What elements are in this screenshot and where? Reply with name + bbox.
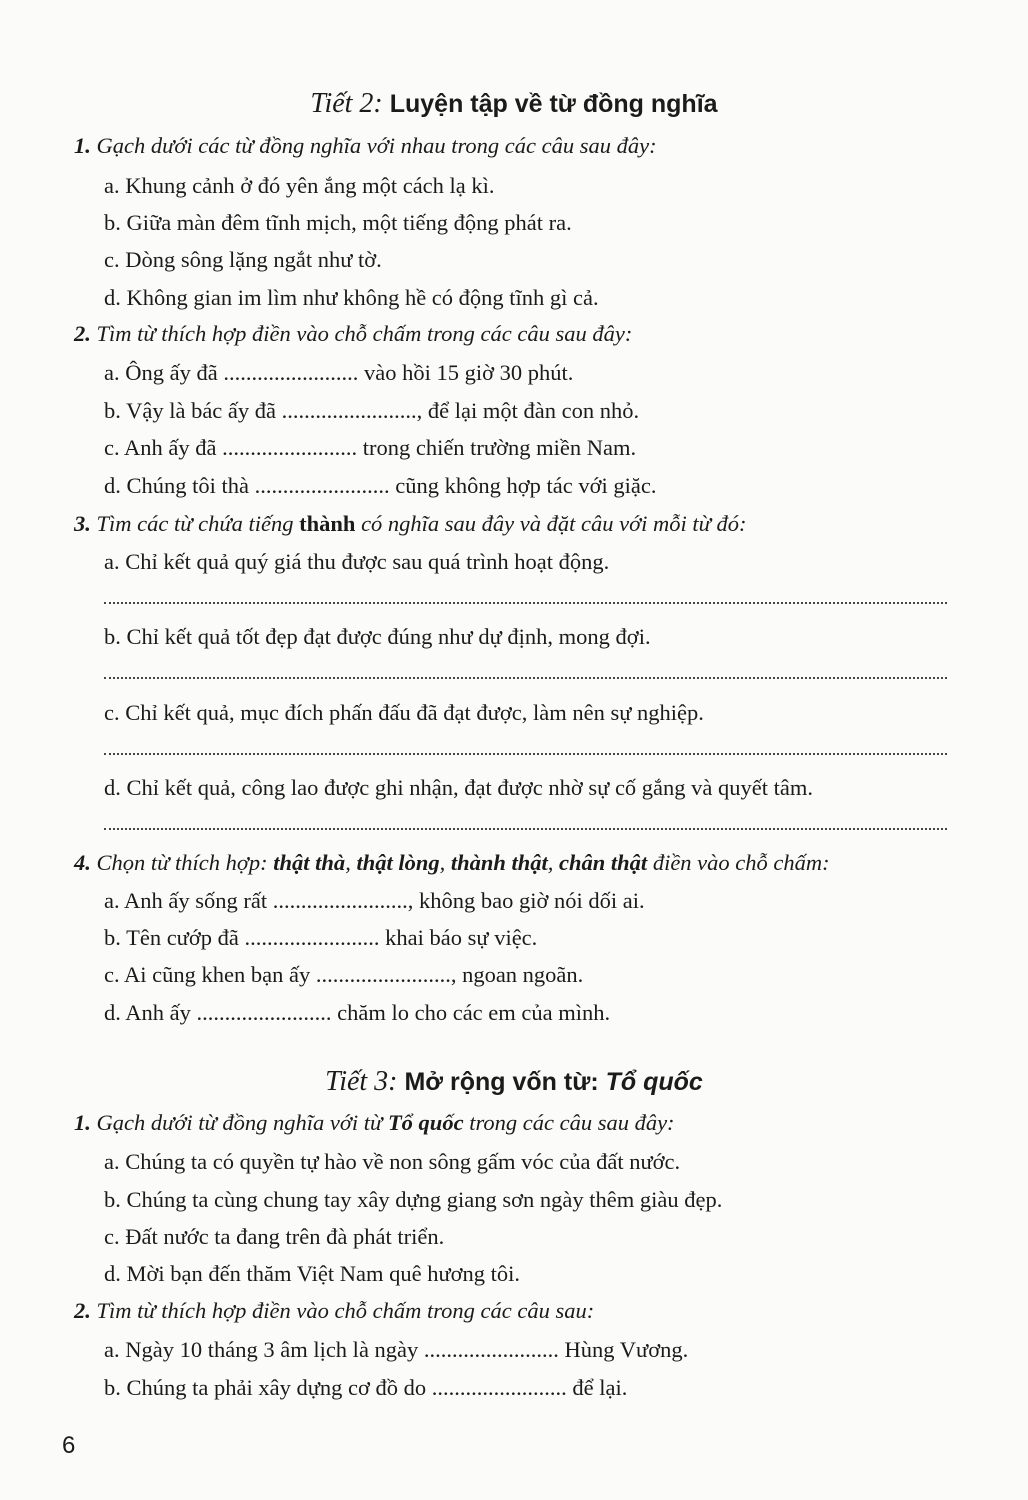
section-2-heading: Luyện tập về từ đồng nghĩa	[389, 90, 718, 118]
choice-word: thành thật	[450, 850, 548, 875]
question-text-before: Chọn từ thích hợp:	[96, 850, 274, 875]
question-text: Gạch dưới các từ đồng nghĩa với nhau trong các câu sau đây:	[96, 133, 657, 158]
question-text-after: điền vào chỗ chấm:	[647, 850, 830, 875]
s2-q3-item-a: a. Chỉ kết quả quý giá thu được sau quá trình hoạt động.	[104, 549, 610, 574]
s3-q1-item-c: c. Đất nước ta đang trên đà phát triển.	[104, 1224, 445, 1249]
s2-q4-item-c: c. Ai cũng khen bạn ấy ........................, ngoan ngoãn.	[104, 962, 584, 987]
s2-question-4	[74, 849, 830, 877]
s2-q2-item-b: b. Vậy là bác ấy đã ........................, để lại một đàn con nhỏ.	[104, 398, 640, 423]
question-text-after: trong các câu sau đây:	[463, 1110, 675, 1135]
choice-word: chân thật	[559, 850, 648, 875]
s2-q1-item-b: b. Giữa màn đêm tĩnh mịch, một tiếng động phát ra.	[104, 210, 572, 235]
s2-q4-item-b: b. Tên cướp đã ........................ khai báo sự việc.	[104, 925, 538, 950]
s2-q1-item-c: c. Dòng sông lặng ngắt như tờ.	[104, 247, 382, 272]
s2-question-3	[74, 510, 747, 538]
question-text-before: Tìm các từ chứa tiếng	[96, 511, 300, 536]
keyword-to-quoc: Tổ quốc	[387, 1110, 464, 1135]
question-number: 1.	[74, 1110, 91, 1135]
s2-q1-item-a: a. Khung cảnh ở đó yên ắng một cách lạ kì.	[104, 173, 495, 198]
s3-question-1	[74, 1109, 675, 1137]
section-3-title	[0, 1066, 1028, 1098]
s2-q4-item-d: d. Anh ấy ........................ chăm lo cho các em của mình.	[104, 1000, 611, 1025]
s2-q3-item-c: c. Chỉ kết quả, mục đích phấn đấu đã đạt được, làm nên sự nghiệp.	[104, 700, 704, 725]
choice-word: thật lòng	[356, 850, 440, 875]
s2-q2-item-a: a. Ông ấy đã ........................ vào hồi 15 giờ 30 phút.	[104, 360, 574, 385]
question-number: 3.	[74, 511, 91, 536]
answer-line	[104, 602, 947, 604]
s2-q4-item-a: a. Anh ấy sống rất ........................, không bao giờ nói dối ai.	[104, 888, 645, 913]
s2-q2-item-d: d. Chúng tôi thà ........................ cũng không hợp tác với giặc.	[104, 473, 657, 498]
section-2-title	[0, 88, 1028, 120]
s3-q2-item-b: b. Chúng ta phải xây dựng cơ đồ do ........................ để lại.	[104, 1375, 628, 1400]
page-number: 6	[62, 1432, 76, 1459]
question-text: Tìm từ thích hợp điền vào chỗ chấm trong các câu sau:	[96, 1298, 595, 1323]
question-number: 2.	[74, 321, 91, 346]
question-text: Tìm từ thích hợp điền vào chỗ chấm trong các câu sau đây:	[96, 321, 633, 346]
question-text-after: có nghĩa sau đây và đặt câu với mỗi từ đó:	[355, 511, 747, 536]
question-number: 4.	[74, 850, 91, 875]
choice-word: thật thà	[273, 850, 346, 875]
question-text-before: Gạch dưới từ đồng nghĩa với từ	[96, 1110, 388, 1135]
question-number: 2.	[74, 1298, 91, 1323]
s3-question-2	[74, 1297, 594, 1325]
s3-q1-item-d: d. Mời bạn đến thăm Việt Nam quê hương tôi.	[104, 1261, 521, 1286]
separator: ,	[345, 850, 357, 875]
answer-line	[104, 753, 947, 755]
s2-q3-item-d: d. Chỉ kết quả, công lao được ghi nhận, đạt được nhờ sự cố gắng và quyết tâm.	[104, 775, 814, 800]
answer-line	[104, 677, 947, 679]
keyword-thanh: thành	[299, 511, 356, 536]
section-3-heading: Mở rộng vốn từ:	[404, 1068, 606, 1096]
s2-q2-item-c: c. Anh ấy đã ........................ trong chiến trường miền Nam.	[104, 435, 637, 460]
s2-q3-item-b: b. Chỉ kết quả tốt đẹp đạt được đúng như dự định, mong đợi.	[104, 624, 651, 649]
separator: ,	[547, 850, 560, 875]
question-number: 1.	[74, 133, 91, 158]
s3-q1-item-b: b. Chúng ta cùng chung tay xây dựng giang sơn ngày thêm giàu đẹp.	[104, 1187, 723, 1212]
section-3-heading-italic: Tổ quốc	[605, 1068, 703, 1096]
s3-q1-item-a: a. Chúng ta có quyền tự hào về non sông gấm vóc của đất nước.	[104, 1149, 681, 1174]
s2-q1-item-d: d. Không gian im lìm như không hề có động tĩnh gì cả.	[104, 285, 599, 310]
s2-question-2	[74, 320, 632, 348]
answer-line	[104, 828, 947, 830]
section-3-label: Tiết 3:	[325, 1066, 398, 1097]
section-2-label: Tiết 2:	[310, 88, 383, 119]
s3-q2-item-a: a. Ngày 10 tháng 3 âm lịch là ngày ........................ Hùng Vương.	[104, 1337, 689, 1362]
separator: ,	[439, 850, 451, 875]
s2-question-1	[74, 132, 657, 160]
